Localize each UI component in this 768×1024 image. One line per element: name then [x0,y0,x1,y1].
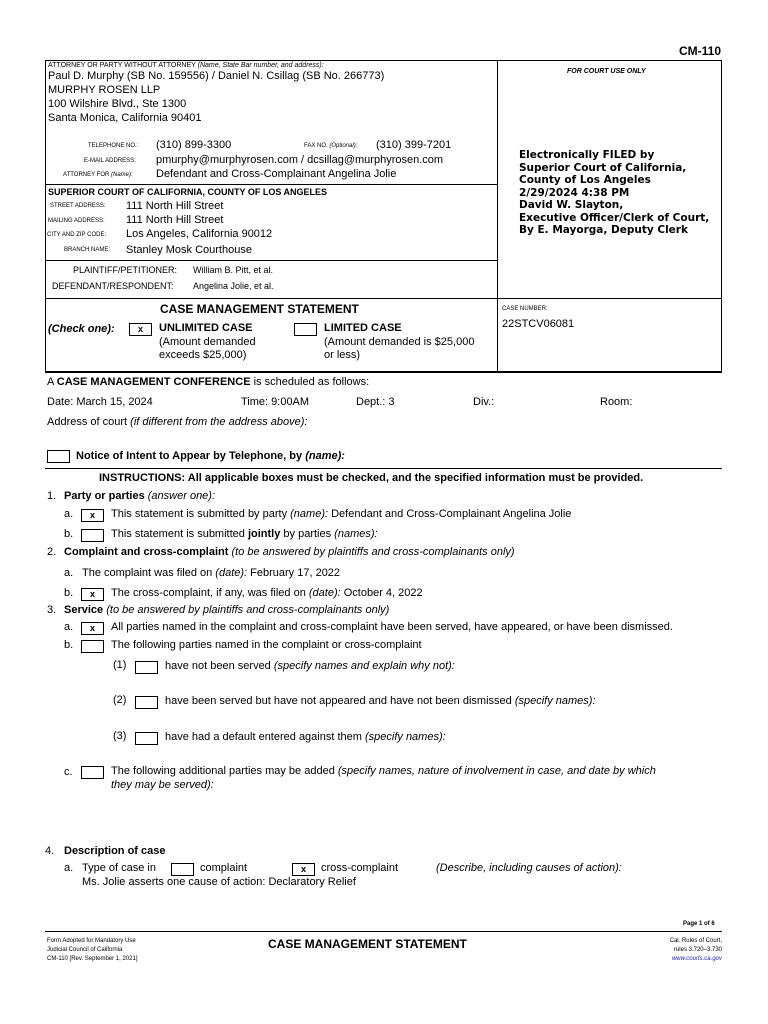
case-number-label: CASE NUMBER: [502,306,548,312]
plaintiff-value: William B. Pitt, et al. [193,265,274,275]
item-3a-checkbox[interactable]: x [81,622,104,635]
item-1b-letter: b. [64,528,74,540]
conference-address-label: Address of court [47,416,131,428]
footer-adopted [47,937,138,964]
item-4a-complaint-checkbox[interactable] [171,863,194,876]
filed-stamp-line: By E. Mayorga, Deputy Clerk [519,224,688,236]
item-2-heading [64,546,515,558]
item-1b-text: This statement is submitted [111,528,245,540]
item-3c-text: The following additional parties may be added [111,765,335,777]
attorney-for-value: Defendant and Cross-Complainant Angelina Jolie [156,168,397,180]
fax-label-row [304,143,357,149]
footer-adopted-line: Judicial Council of California [47,947,123,953]
fax-note: (Optional): [329,143,358,149]
email-value: pmurphy@murphyrosen.com / dcsillag@murphyrosen.com [156,154,444,166]
item-3-note: (to be answered by plaintiffs and cross-complainants only) [106,604,390,616]
street-value: 111 North Hill Street [126,200,224,212]
filed-stamp-line: 2/29/2024 4:38 PM [519,186,630,199]
item-3b1 [165,660,455,672]
item-3-title: Service [64,604,104,616]
telephone-value: (310) 899-3300 [156,139,232,151]
item-2b-value: October 4, 2022 [343,587,423,599]
plaintiff-label: PLAINTIFF/PETITIONER: [73,265,178,275]
conference-room: Room: [600,396,633,408]
statement-bottom-rule [45,371,722,373]
item-2a [82,567,340,579]
branch-value: Stanley Mosk Courthouse [126,244,252,256]
item-1-heading [64,490,215,502]
item-3c-checkbox[interactable] [81,766,104,779]
item-3b1-note: (specify names and explain why not): [273,660,455,672]
item-2b-text: The cross-complaint, if any, was filed on [111,587,306,599]
item-1a-value: Defendant and Cross-Complainant Angelina Jolie [331,508,572,520]
item-1b-text-2: by parties [283,528,332,540]
item-1b-note: (names): [334,528,378,540]
item-3a-letter: a. [64,621,74,633]
court-title: SUPERIOR COURT OF CALIFORNIA, COUNTY OF LOS ANGELES [48,187,328,197]
item-2b-checkbox[interactable]: x [81,588,104,601]
header-top-rule [45,60,722,61]
unlimited-note: exceeds $25,000) [159,349,247,361]
page-number: Page 1 of 6 [683,921,715,927]
item-3c-note: (specify names, nature of involvement in case, and date by which [337,765,656,777]
item-3b1-number: (1) [113,659,127,671]
item-4a-complaint-label: complaint [200,862,248,874]
item-4a-note: (Describe, including causes of action): [436,862,622,874]
conference-address [47,416,307,428]
item-1a-note: (name): [290,508,329,520]
item-3b2-note: (specify names): [514,695,596,707]
footer-title: CASE MANAGEMENT STATEMENT [268,937,467,951]
item-3b3 [165,731,446,743]
footer-rules-line: rules 3.720–3.730 [673,947,722,953]
filed-stamp-line: David W. Slayton, [519,199,624,211]
branch-label: BRANCH NAME: [64,247,111,253]
item-3c-letter: c. [64,766,73,778]
fax-value: (310) 399-7201 [376,139,452,151]
conference-time: Time: 9:00AM [241,396,310,408]
header-right-rule [721,60,722,372]
city-label: CITY AND ZIP CODE: [47,232,107,238]
telephone-notice-label: Notice of Intent to Appear by Telephone, by [76,450,303,462]
item-3-number: 3. [47,604,57,616]
item-3b2-text: have been served but have not appeared and have not been dismissed [165,695,512,707]
item-1b-checkbox[interactable] [81,529,104,542]
limited-case-label: LIMITED CASE [324,322,402,334]
attorney-line: MURPHY ROSEN LLP [48,84,161,96]
attorney-label-note: (Name, State Bar number, and address): [197,62,324,69]
courts-website-link[interactable]: www.courts.ca.gov [671,956,722,962]
item-3b-letter: b. [64,639,74,651]
item-2a-note: (date): [215,567,248,579]
conference-bottom-rule [45,468,722,469]
item-1a-text: This statement is submitted by party [111,508,288,520]
attorney-label: ATTORNEY OR PARTY WITHOUT ATTORNEY [48,62,196,69]
item-2a-text: The complaint was filed on [82,567,213,579]
statement-top-rule [45,298,722,299]
filed-stamp-line: County of Los Angeles [519,174,651,186]
item-4-title: Description of case [64,845,166,857]
attorney-for-note: (Name): [111,172,133,178]
defendant-label: DEFENDANT/RESPONDENT: [52,281,174,291]
filed-stamp [519,149,709,237]
header-divider-rule [497,60,498,372]
instructions: INSTRUCTIONS: All applicable boxes must be checked, and the specified information must be provided. [99,472,644,484]
item-3b1-checkbox[interactable] [135,661,158,674]
item-2b [111,587,423,599]
limited-note: or less) [324,349,361,361]
item-4a-text: Type of case in [82,862,156,874]
item-1-title: Party or parties [64,490,145,502]
footer-rules-line: Cal. Rules of Court, [669,938,722,944]
item-2-number: 2. [47,546,57,558]
footer-rule [45,931,722,932]
item-4a-letter: a. [64,862,74,874]
mailing-label: MAILING ADDRESS: [48,218,105,224]
item-3c-note-2: they may be served): [111,779,214,791]
item-1b-jointly: jointly [247,528,281,540]
header-left-rule [45,60,46,372]
item-3b2 [165,695,596,707]
conference-intro [47,376,369,388]
court-top-rule [45,184,498,185]
email-label: E-MAIL ADDRESS: [84,158,136,164]
item-1a-letter: a. [64,508,74,520]
item-3b-text: The following parties named in the complaint or cross-complaint [111,639,422,651]
telephone-notice [76,450,345,462]
unlimited-case-checkbox[interactable]: x [129,323,152,336]
item-3b3-number: (3) [113,730,127,742]
conference-intro-prefix: A [47,376,57,388]
conference-dept: Dept.: 3 [356,396,395,408]
item-2-note: (to be answered by plaintiffs and cross-complainants only) [231,546,515,558]
statement-title: CASE MANAGEMENT STATEMENT [160,302,359,316]
item-1a [111,508,571,520]
telephone-notice-checkbox[interactable] [47,450,70,463]
conference-intro-suffix: is scheduled as follows: [250,376,370,388]
item-2b-letter: b. [64,587,74,599]
item-3a-text: All parties named in the complaint and cross-complaint have been served, have appeared, or have been dismissed. [111,621,673,633]
footer-adopted-line: CM-110 [Rev. September 1, 2021] [47,956,138,962]
unlimited-note: (Amount demanded [159,336,256,348]
item-4-number: 4. [45,845,55,857]
telephone-notice-note: (name): [305,450,345,462]
item-3b-checkbox[interactable] [81,640,104,653]
mailing-value: 111 North Hill Street [126,214,224,226]
item-3b2-checkbox[interactable] [135,696,158,709]
conference-address-note: (if different from the address above): [130,416,308,428]
item-3b2-number: (2) [113,694,127,706]
attorney-for-label-row [63,172,133,178]
item-3b3-text: have had a default entered against them [165,731,362,743]
attorney-line: 100 Wilshire Blvd., Ste 1300 [48,98,187,110]
item-1-note: (answer one): [147,490,216,502]
telephone-label: TELEPHONE NO.: [88,143,139,149]
footer-rules [640,937,722,964]
limited-note: (Amount demanded is $25,000 [324,336,475,348]
item-2a-value: February 17, 2022 [250,567,341,579]
filed-stamp-line: Superior Court of California, [519,161,687,174]
item-4a-cross-checkbox[interactable]: x [292,863,315,876]
fax-label: FAX NO. [304,143,328,149]
filed-stamp-line: Executive Officer/Clerk of Court, [519,211,710,224]
attorney-label-row [48,62,324,69]
form-id: CM-110 [679,44,722,58]
item-3b3-checkbox[interactable] [135,732,158,745]
street-label: STREET ADDRESS: [50,203,106,209]
item-3b1-text: have not been served [165,660,271,672]
item-3c [111,765,656,777]
filed-stamp-line: Electronically FILED by [519,149,655,161]
conference-intro-bold: CASE MANAGEMENT CONFERENCE [56,376,251,388]
conference-div: Div.: [473,396,495,408]
item-4a-cross-label: cross-complaint [321,862,399,874]
court-use-label: FOR COURT USE ONLY [567,68,646,75]
item-2-title: Complaint and cross-complaint [64,546,229,558]
item-1b [111,528,378,540]
check-one-label: (Check one): [48,323,115,335]
attorney-for-label: ATTORNEY FOR [63,172,110,178]
item-4a-value: Ms. Jolie asserts one cause of action: Declaratory Relief [82,876,356,888]
item-1-number: 1. [47,490,57,502]
item-3b3-note: (specify names): [364,731,446,743]
defendant-value: Angelina Jolie, et al. [193,281,274,291]
limited-case-checkbox[interactable] [294,323,317,336]
item-3-heading [64,604,389,616]
parties-top-rule [45,260,498,261]
city-value: Los Angeles, California 90012 [126,228,273,240]
item-2b-note: (date): [308,587,341,599]
conference-date: Date: March 15, 2024 [47,396,153,408]
attorney-line: Paul D. Murphy (SB No. 159556) / Daniel N. Csillag (SB No. 266773) [48,70,385,82]
item-2a-letter: a. [64,567,74,579]
item-1a-checkbox[interactable]: x [81,509,104,522]
unlimited-case-label: UNLIMITED CASE [159,322,253,334]
attorney-line: Santa Monica, California 90401 [48,112,202,124]
footer-adopted-line: Form Adopted for Mandatory Use [47,938,136,944]
case-number-value: 22STCV06081 [502,318,575,330]
